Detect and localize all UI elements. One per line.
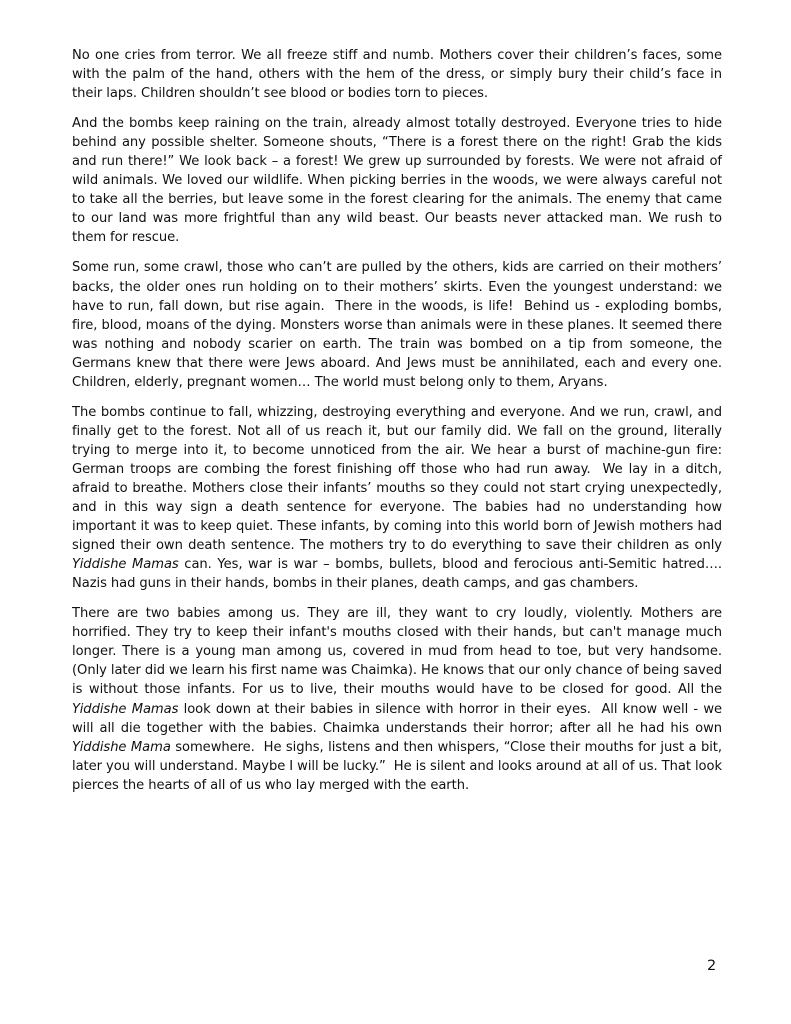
paragraph-1 — [72, 46, 727, 103]
body-text: The bombs continue to fall, whizzing, destroying everything and everyone. And we run, crawl, and finally get to the forest. Not all of us reach it, but our family did. We fall on the ground, literally trying to merge into it, to become unnoticed from the air. We hear a burst of machine-gun fire: German troops are combing the forest finishing off those who had run away. We lay in a ditch, afraid to breathe. Mothers close their infants’ mouths so they could not start crying unexpectedly, and in this way sign a death sentence for everyone. The babies had no understanding how important it was to keep quiet. These infants, by coming into this world born of Jewish mothers had signed their own death sentence. The mothers try to do everything to save their children as only — [72, 404, 727, 554]
body-text: look down at their babies in silence with horror in their eyes. All know well - we will all die together with the babies. Chaimka understands their horror; after all he had his own — [72, 701, 727, 736]
body-text: Some run, some crawl, those who can’t are pulled by the others, kids are carried on their mothers’ backs, the older ones run holding on to their mothers’ skirts. Even the youngest understand: we have to run, fall down, but rise again. There in the woods, is life! Behind us - exploding bombs, fire, blood, moans of the dying. Monsters worse than animals were in these planes. It seemed there was nothing and nobody scarier on earth. The train was bombed on a tip from someone, the Germans knew that there were Jews aboard. And Jews must be annihilated, each and every one. Children, elderly, pregnant women… The world must belong only to them, Aryans. — [72, 260, 727, 390]
paragraph-4 — [72, 403, 727, 593]
body-text: can. Yes, war is war – bombs, bullets, blood and ferocious anti-Semitic hatred…. Nazis had guns in their hands, bombs in their planes, death camps, and gas chambers. — [72, 557, 726, 592]
body-text: And the bombs keep raining on the train, already almost totally destroyed. Everyone tries to hide behind any possible shelter. Someone shouts, “There is a forest there on the right! Grab the kids and run there!” We look back – a forest! We grew up surrounded by forests. We were not afraid of wild animals. We loved our wildlife. When picking berries in the woods, we were always careful not to take all the berries, but leave some in the forest clearing for the animals. The enemy that came to our land was more frightful than any wild beast. Our beasts never attacked man. We rush to them for rescue. — [72, 116, 727, 246]
emphasis-text: Yiddishe Mamas — [72, 701, 179, 717]
paragraph-2 — [72, 114, 727, 247]
paragraph-3 — [72, 258, 727, 391]
emphasis-text: Yiddishe Mama — [72, 739, 171, 755]
paragraph-5 — [72, 604, 727, 794]
document-text-column — [72, 46, 727, 795]
page-number: 2 — [707, 958, 717, 974]
emphasis-text: Yiddishe Mamas — [72, 557, 179, 573]
body-text: No one cries from terror. We all freeze stiff and numb. Mothers cover their children’s faces, some with the palm of the hand, others with the hem of the dress, or simply bury their child’s face in their laps. Children shouldn’t see blood or bodies torn to pieces. — [72, 48, 727, 102]
body-text: somewhere. He sighs, listens and then whispers, “Close their mouths for just a bit, later you will understand. Maybe I will be lucky.” He is silent and looks around at all of us. That look pierces the hearts of all of us who lay merged with the earth. — [72, 739, 727, 793]
body-text: There are two babies among us. They are ill, they want to cry loudly, violently. Mothers are horrified. They try to keep their infant's mouths closed with their hands, but can't manage much longer. There is a young man among us, covered in mud from head to toe, but very handsome. (Only later did we learn his first name was Chaimka). He knows that our only chance of being saved is without those infants. For us to live, their mouths would have to be closed for good. All the — [72, 606, 727, 698]
